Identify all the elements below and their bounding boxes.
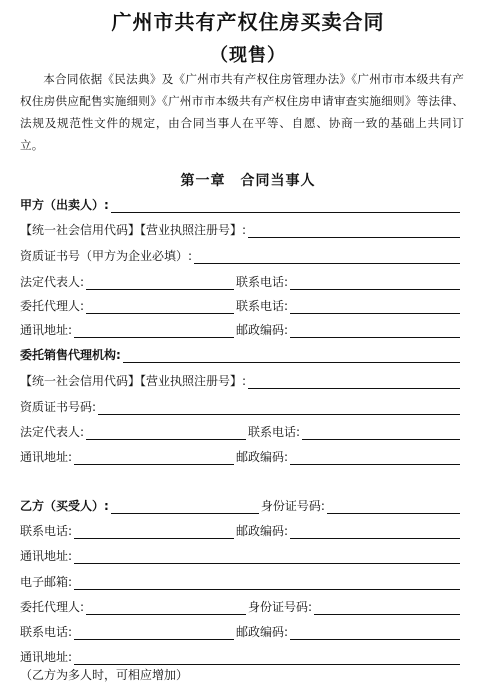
party-a-credit-field[interactable]: [248, 223, 460, 238]
party-b-address-row: [20, 544, 462, 564]
agency-cert-row: [20, 395, 462, 415]
party-a-phone2-label: 联系电话:: [236, 299, 289, 313]
agency-row: [20, 343, 462, 363]
party-b-note: （乙方为多人时，可相应增加）: [20, 668, 189, 682]
party-b-address-field[interactable]: [74, 549, 460, 564]
contract-title: 广州市共有产权住房买卖合同: [111, 10, 385, 34]
agency-cert-label: 资质证书号码:: [20, 400, 97, 414]
party-a-credit-label: 【统一社会信用代码】【营业执照注册号】:: [20, 223, 247, 237]
party-b-id-field[interactable]: [327, 499, 460, 514]
party-b-postcode-field[interactable]: [290, 524, 460, 539]
party-a-phone-label: 联系电话:: [236, 275, 289, 289]
party-b-agent-row: [20, 595, 462, 615]
agency-credit-row: [20, 369, 462, 389]
party-b-agent-id-field[interactable]: [314, 600, 460, 615]
chapter-title: 第一章 合同当事人: [180, 173, 316, 189]
agency-name-field[interactable]: [123, 348, 460, 363]
party-b-agent-phone-row: [20, 620, 462, 640]
party-a-phone-field[interactable]: [290, 275, 460, 290]
party-a-postcode-field[interactable]: [290, 323, 460, 338]
party-b-agent-address-field[interactable]: [74, 650, 460, 665]
party-b-phone-field[interactable]: [74, 524, 234, 539]
party-b-agent-id-label: 身份证号码:: [248, 600, 313, 614]
party-b-name-field[interactable]: [111, 499, 259, 514]
party-b-agent-label: 委托代理人:: [20, 600, 85, 614]
agency-credit-field[interactable]: [248, 374, 460, 389]
party-a-heading: 甲方（出卖人）:: [20, 198, 109, 212]
agency-phone-field[interactable]: [302, 425, 460, 440]
party-b-postcode-label: 邮政编码:: [236, 524, 289, 538]
contract-subtitle: （现售）: [210, 45, 286, 66]
party-a-postcode-label: 邮政编码:: [236, 323, 289, 337]
party-b-agent-address-label: 通讯地址:: [20, 650, 73, 664]
party-b-row: [20, 494, 462, 514]
party-b-agent-field[interactable]: [86, 600, 246, 615]
party-a-row: [20, 193, 462, 213]
agency-address-label: 通讯地址:: [20, 450, 73, 464]
party-b-email-field[interactable]: [74, 575, 460, 590]
agency-legal-field[interactable]: [86, 425, 246, 440]
agency-credit-label: 【统一社会信用代码】【营业执照注册号】:: [20, 374, 247, 388]
party-a-legal-row: [20, 270, 462, 290]
party-b-heading: 乙方（买受人）:: [20, 499, 109, 513]
party-a-credit-row: [20, 218, 462, 238]
party-a-address-label: 通讯地址:: [20, 323, 73, 337]
agency-address-field[interactable]: [74, 450, 234, 465]
party-b-address-label: 通讯地址:: [20, 549, 73, 563]
party-b-agent-postcode-label: 邮政编码:: [236, 625, 289, 639]
party-b-agent-phone-label: 联系电话:: [20, 625, 73, 639]
party-a-cert-row: [20, 244, 462, 264]
party-a-agent-label: 委托代理人:: [20, 299, 85, 313]
agency-phone-label: 联系电话:: [248, 425, 301, 439]
party-b-agent-phone-field[interactable]: [74, 625, 234, 640]
party-a-agent-row: [20, 294, 462, 314]
party-b-id-label: 身份证号码:: [260, 499, 325, 513]
party-b-agent-address-row: [20, 645, 462, 665]
party-a-agent-field[interactable]: [86, 299, 234, 314]
party-a-address-field[interactable]: [74, 323, 234, 338]
party-a-phone2-field[interactable]: [290, 299, 460, 314]
agency-heading: 委托销售代理机构:: [20, 348, 121, 362]
party-b-email-row: [20, 570, 462, 590]
party-b-agent-postcode-field[interactable]: [290, 625, 460, 640]
party-b-phone-row: [20, 519, 462, 539]
intro-paragraph: 本合同依据《民法典》及《广州市共有产权住房管理办法》《广州市市本级共有产权住房供应配售实施细则》《广州市市本级共有产权住房申请审查实施细则》等法律、法规及规范性文件的规定，由合同当事人在平等、自愿、协商一致的基础上共同订立。: [20, 72, 464, 152]
agency-postcode-field[interactable]: [290, 450, 460, 465]
party-b-email-label: 电子邮箱:: [20, 575, 73, 589]
agency-legal-row: [20, 420, 462, 440]
party-a-name-field[interactable]: [111, 198, 460, 213]
agency-postcode-label: 邮政编码:: [236, 450, 289, 464]
party-a-cert-label: 资质证书号（甲方为企业必填）:: [20, 249, 193, 263]
agency-address-row: [20, 445, 462, 465]
agency-legal-label: 法定代表人:: [20, 425, 85, 439]
party-b-phone-label: 联系电话:: [20, 524, 73, 538]
agency-cert-field[interactable]: [98, 400, 460, 415]
party-a-legal-label: 法定代表人:: [20, 275, 85, 289]
party-a-cert-field[interactable]: [194, 249, 460, 264]
party-a-legal-field[interactable]: [86, 275, 234, 290]
party-a-address-row: [20, 318, 462, 338]
